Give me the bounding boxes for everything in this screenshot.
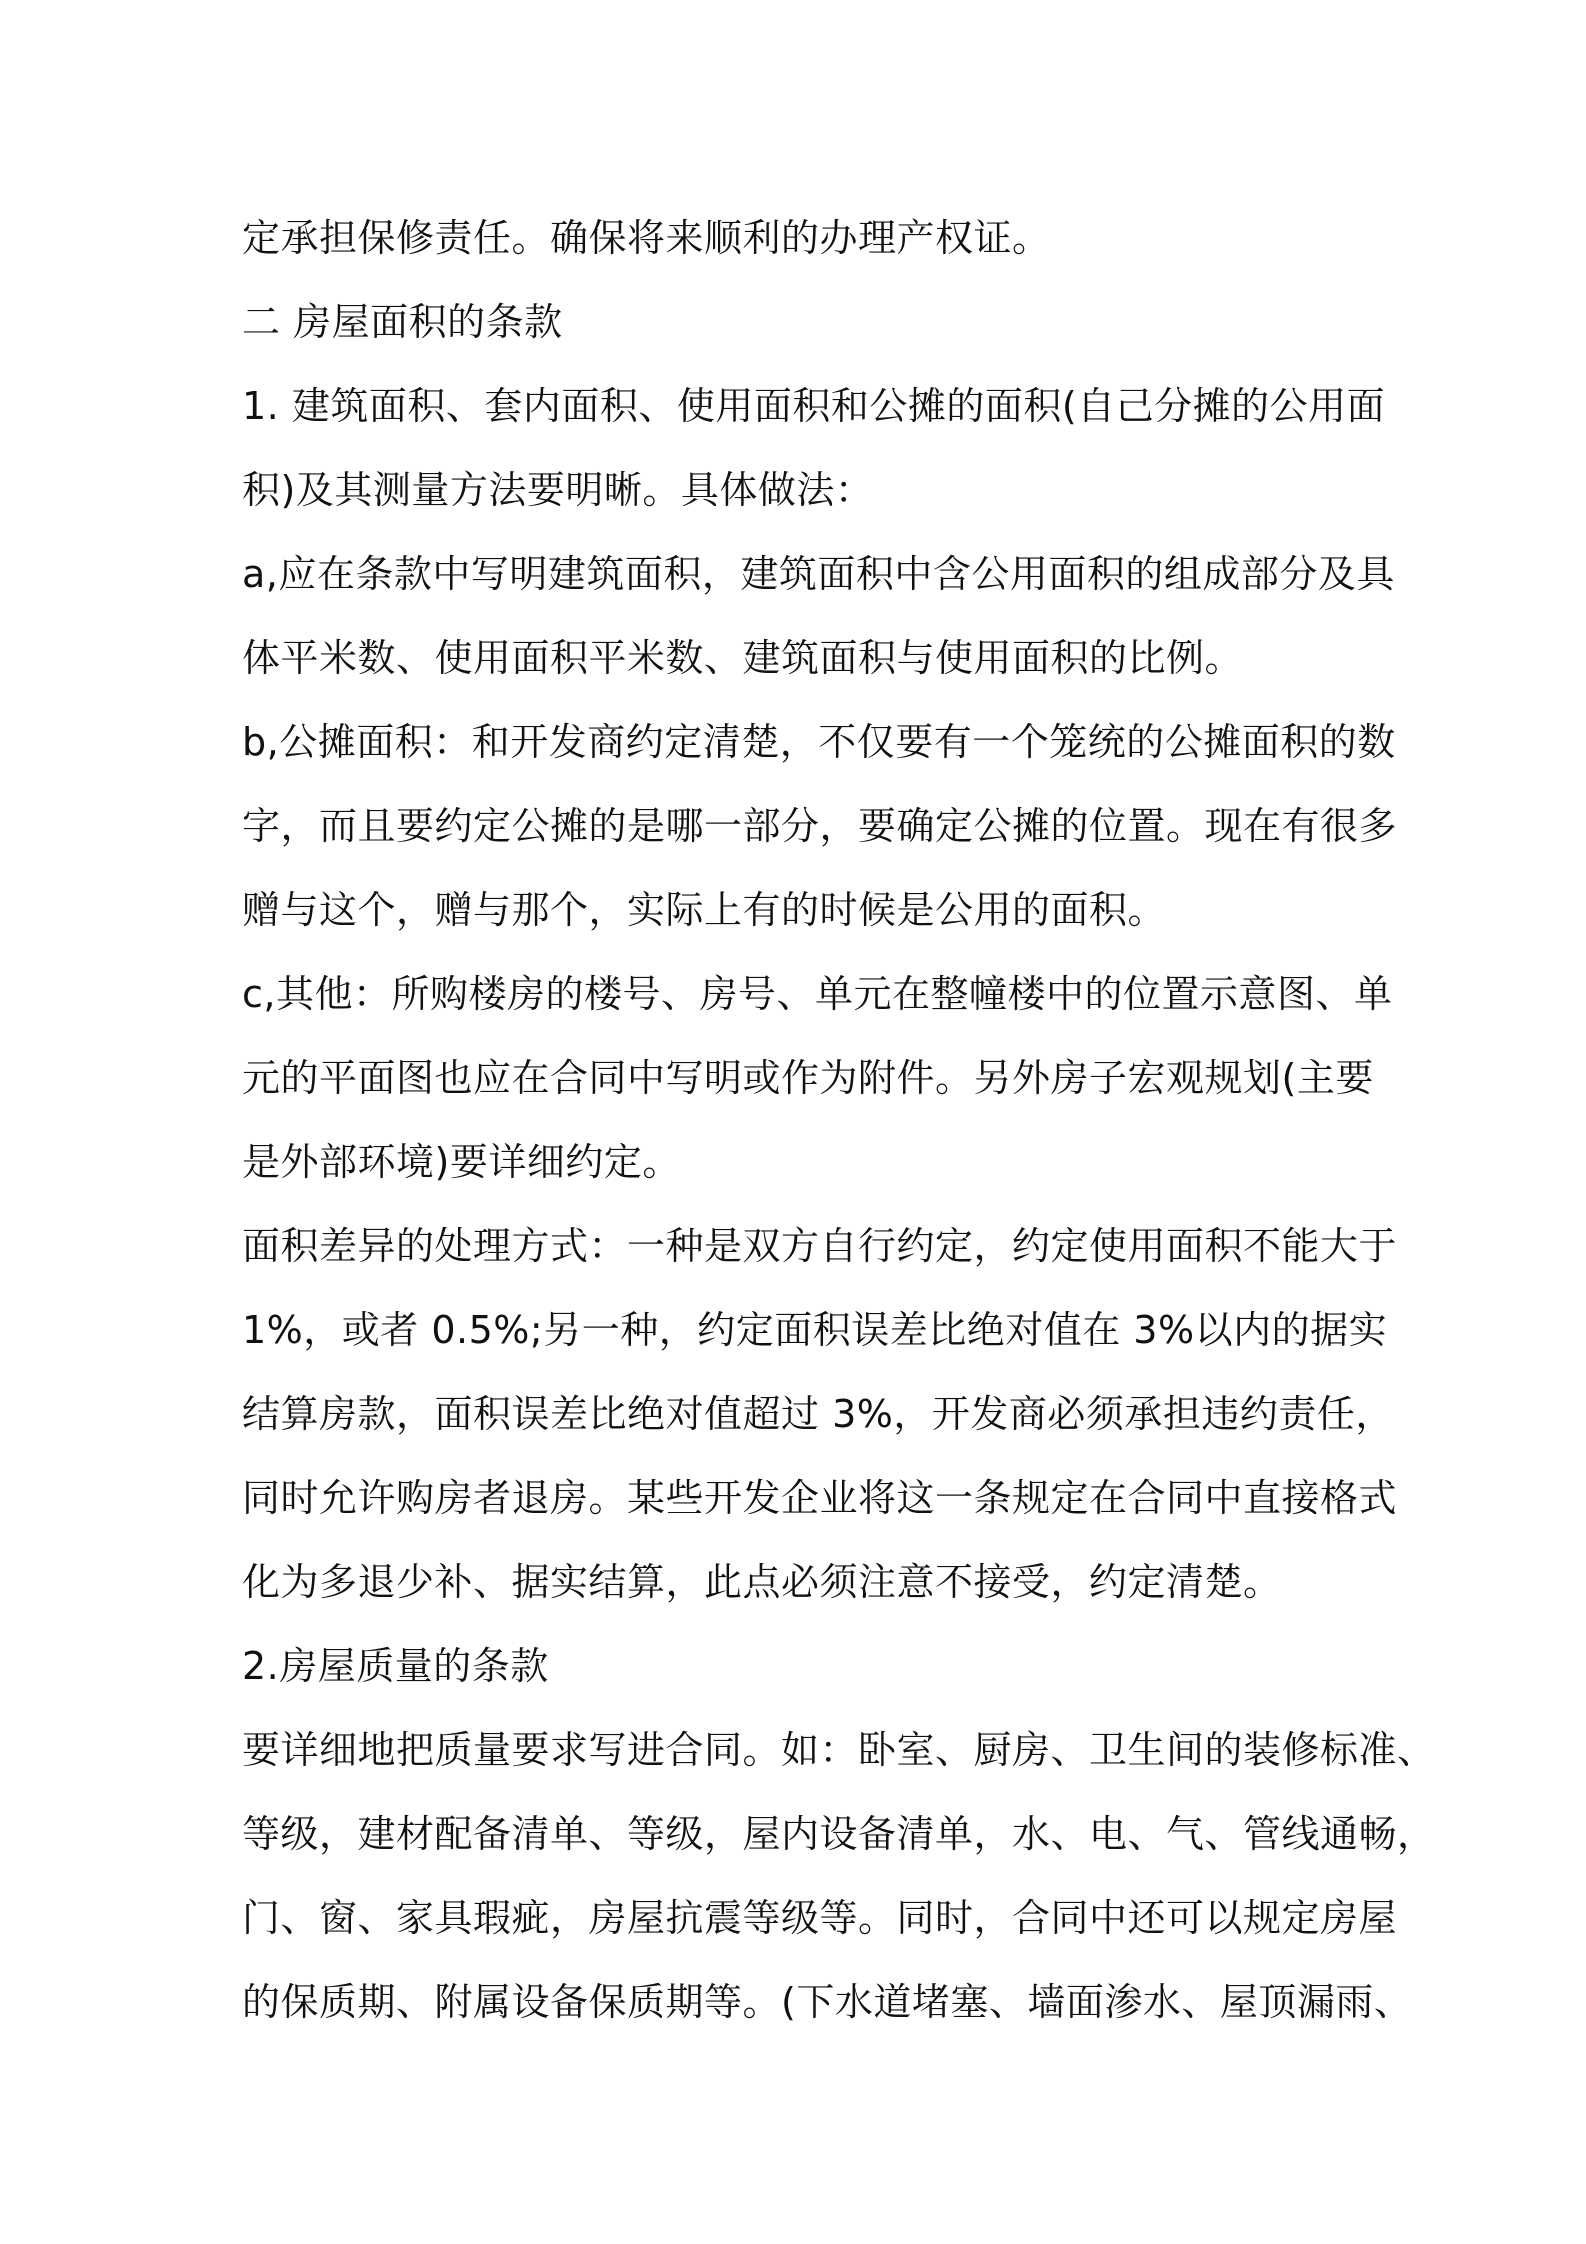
text-line: 门、窗、家具瑕疵，房屋抗震等级等。同时，合同中还可以规定房屋 bbox=[242, 1896, 1398, 1940]
section-heading: 二 房屋面积的条款 bbox=[242, 300, 563, 344]
text-line: a,应在条款中写明建筑面积，建筑面积中含公用面积的组成部分及具 bbox=[242, 552, 1395, 596]
text-line: 字，而且要约定公摊的是哪一部分，要确定公摊的位置。现在有很多 bbox=[242, 804, 1398, 848]
text-line: 赠与这个，赠与那个，实际上有的时候是公用的面积。 bbox=[242, 888, 1167, 932]
document-body bbox=[242, 196, 1436, 2044]
text-line: b,公摊面积：和开发商约定清楚，不仅要有一个笼统的公摊面积的数 bbox=[242, 720, 1396, 764]
text-line: 面积差异的处理方式：一种是双方自行约定，约定使用面积不能大于 bbox=[242, 1224, 1398, 1268]
text-line: 体平米数、使用面积平米数、建筑面积与使用面积的比例。 bbox=[242, 636, 1244, 680]
text-line: 元的平面图也应在合同中写明或作为附件。另外房子宏观规划(主要 bbox=[242, 1056, 1374, 1100]
text-line: 等级，建材配备清单、等级，屋内设备清单，水、电、气、管线通畅， bbox=[242, 1812, 1436, 1856]
text-line: 1%，或者 0.5%;另一种，约定面积误差比绝对值在 3%以内的据实 bbox=[242, 1308, 1388, 1352]
text-line: c,其他：所购楼房的楼号、房号、单元在整幢楼中的位置示意图、单 bbox=[242, 972, 1393, 1016]
text-line: 同时允许购房者退房。某些开发企业将这一条规定在合同中直接格式 bbox=[242, 1476, 1398, 1520]
text-line: 的保质期、附属设备保质期等。(下水道堵塞、墙面渗水、屋顶漏雨、 bbox=[242, 1980, 1413, 2024]
text-line: 是外部环境)要详细约定。 bbox=[242, 1140, 681, 1184]
text-line: 要详细地把质量要求写进合同。如：卧室、厨房、卫生间的装修标准、 bbox=[242, 1728, 1436, 1772]
text-line: 积)及其测量方法要明晰。具体做法： bbox=[242, 468, 874, 512]
text-line: 1. 建筑面积、套内面积、使用面积和公摊的面积(自己分摊的公用面 bbox=[242, 384, 1386, 428]
text-line: 定承担保修责任。确保将来顺利的办理产权证。 bbox=[242, 216, 1051, 260]
text-line: 结算房款，面积误差比绝对值超过 3%，开发商必须承担违约责任， bbox=[242, 1392, 1394, 1436]
text-line: 化为多退少补、据实结算，此点必须注意不接受，约定清楚。 bbox=[242, 1560, 1282, 1604]
section-heading: 2.房屋质量的条款 bbox=[242, 1644, 549, 1688]
